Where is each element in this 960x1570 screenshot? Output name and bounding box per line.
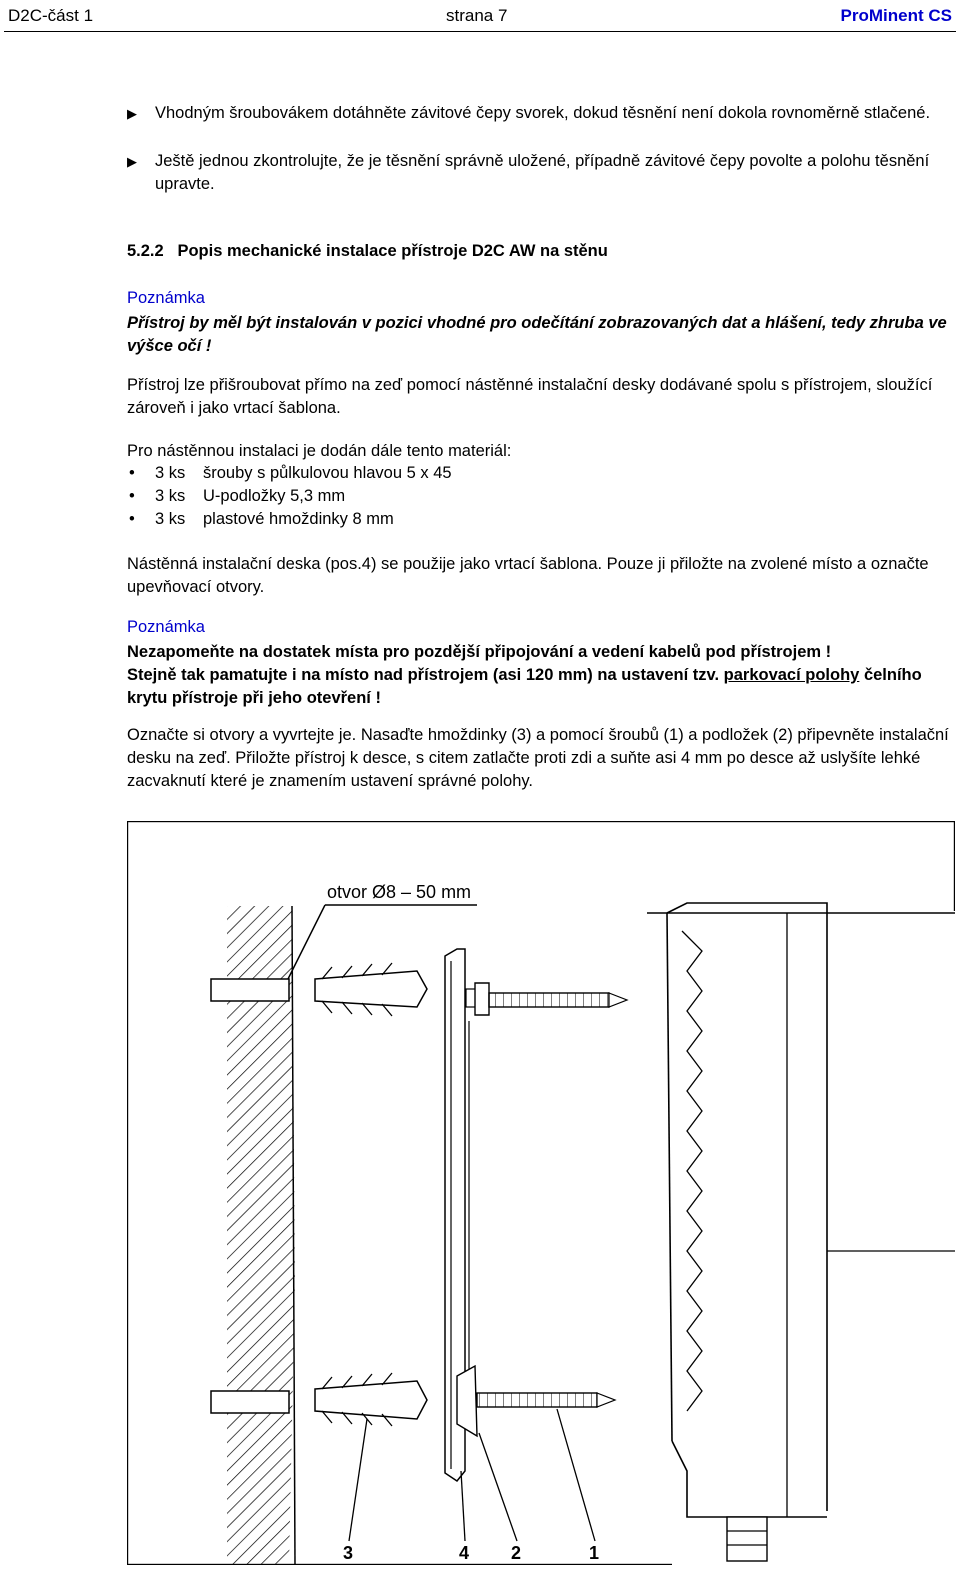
note-underlined-term: parkovací polohy [723,666,860,684]
dowel-in-wall [211,979,289,1001]
note-label: Poznámka [127,618,205,636]
page-header [0,0,960,32]
note-text: Přístroj by měl být instalován v pozici vhodné pro odečítání zobrazovaných dat a hlášení, tedy zhruba ve výšce očí ! [127,314,947,355]
callout-label: 1 [589,1543,600,1563]
installation-drawing [127,821,955,1565]
screw-head [457,1366,477,1436]
header-page-number: strana 7 [446,6,508,25]
note-label: Poznámka [127,289,205,307]
material-qty: 3 ks [155,487,186,505]
cable-gland [727,1517,767,1561]
material-qty: 3 ks [155,510,186,528]
instruction-text: Vhodným šroubovákem dotáhněte závitové čepy svorek, dokud těsnění není dokola rovnoměrně stlačené. [155,104,931,122]
paragraph: Pro nástěnnou instalaci je dodán dále tento materiál: [127,442,512,460]
screw-head [475,983,489,1015]
material-qty: 3 ks [155,464,186,482]
callout-label: 3 [343,1543,354,1563]
paragraph: Přístroj lze přišroubovat přímo na zeď pomocí nástěnné instalační desky dodávané spolu s přístrojem, sloužící zároveň i jako vrtací šablona. [127,376,933,417]
screw-thread [477,1393,597,1407]
callout-label: 2 [511,1543,522,1563]
paragraph: Nástěnná instalační deska (pos.4) se použije jako vrtací šablona. Pouze ji přiložte na zvolené místo a označte upevňovací otvory. [127,555,929,596]
drill-label: otvor Ø8 – 50 mm [327,882,472,902]
instruction-step [127,102,953,125]
materials-list [127,462,452,531]
arrow-bullet-icon: ▶ [127,106,137,121]
section-title: Popis mechanické instalace přístroje D2C AW na stěnu [177,242,608,260]
screw-thread [489,993,609,1007]
list-item [127,508,452,531]
list-item [127,462,452,485]
instruction-text: Ještě jednou zkontrolujte, že je těsnění správně uložené, případně závitové čepy povolte a polohu těsnění upravte. [155,152,930,193]
material-name: šrouby s půlkulovou hlavou 5 x 45 [203,464,452,482]
list-item [127,485,452,508]
callout-label: 4 [459,1543,470,1563]
note-line: Stejně tak pamatujte i na místo nad přístrojem (asi 120 mm) na ustavení tzv. [127,666,720,684]
note-line: čelního krytu přístroje při jeho otevření ! [127,666,922,707]
section-number: 5.2.2 [127,242,164,260]
instruction-step [127,150,953,196]
header-brand: ProMinent CS [840,6,952,25]
note-line: Nezapomeňte na dostatek místa pro pozdější připojování a vedení kabelů pod přístrojem ! [127,643,832,661]
dowel-in-wall [211,1391,289,1413]
header-divider [4,31,956,32]
note-text [127,641,957,710]
installation-figure [127,821,955,1565]
material-name: U-podložky 5,3 mm [203,487,346,505]
wall [227,906,295,1565]
header-document-part: D2C-část 1 [8,6,94,25]
paragraph: Označte si otvory a vyvrtejte je. Nasaďte hmoždinky (3) a pomocí šroubů (1) a podložek (2) připevněte instalační desku na zeď. Přiložte přístroj k desce, s citem zatlačte proti zdi a suňte asi 4 mm po desce až uslyšíte lehké zacvaknutí které je znamením ustavení správné polohy. [127,726,949,790]
wall-plug [315,971,427,1007]
wall-plug [315,1381,427,1419]
device-housing [647,903,955,1565]
section-heading [127,242,608,261]
arrow-bullet-icon: ▶ [127,154,137,169]
material-name: plastové hmoždinky 8 mm [203,510,394,528]
